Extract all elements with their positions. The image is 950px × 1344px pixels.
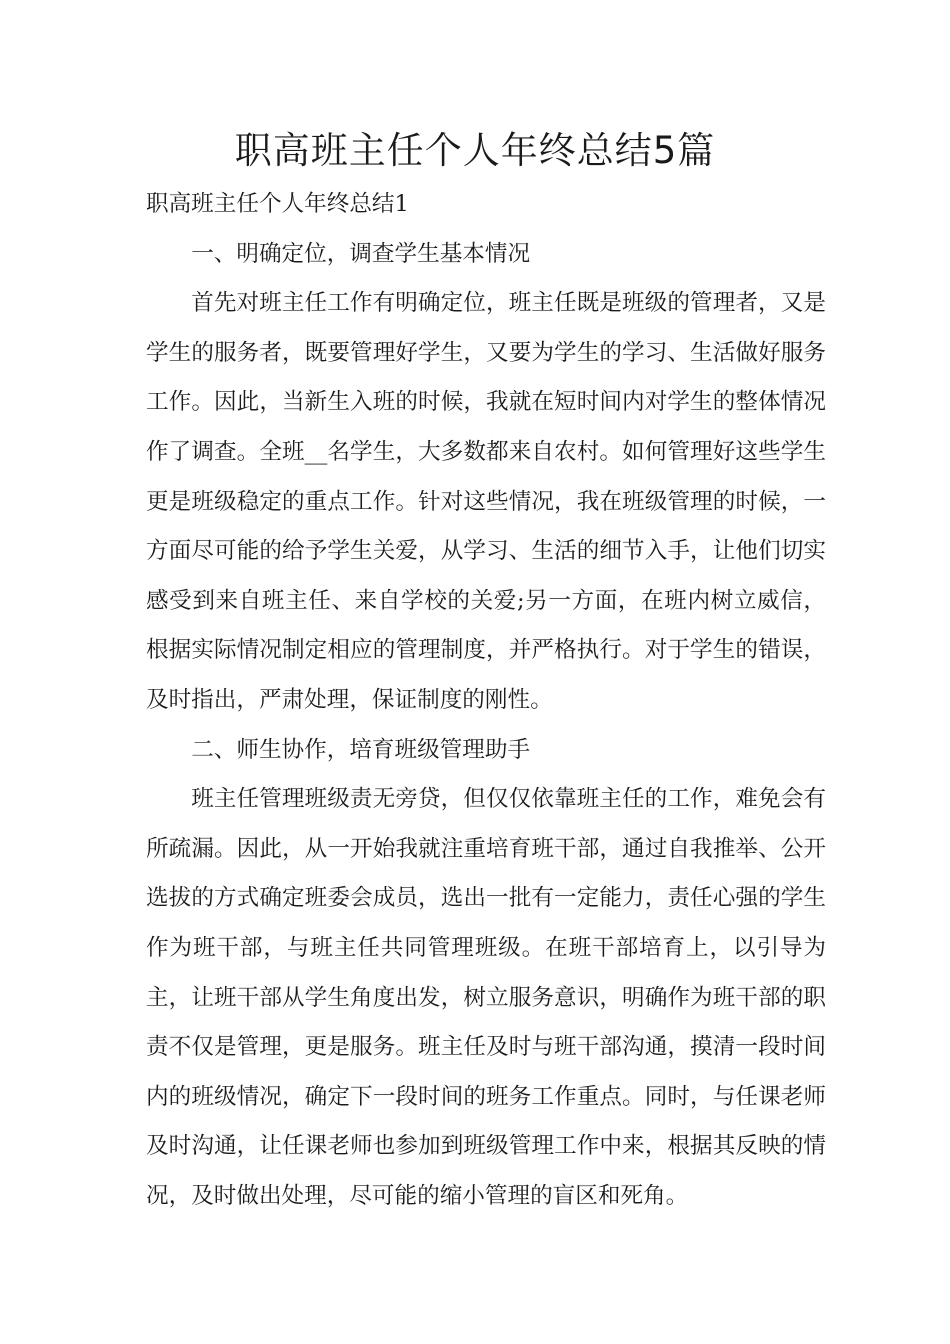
document-body xyxy=(146,180,826,1221)
document-title: 职高班主任个人年终总结5篇 xyxy=(234,129,716,172)
section-heading-2: 二、师生协作，培育班级管理助手 xyxy=(191,736,531,763)
paragraph-2: 班主任管理班级责无旁贷，但仅仅依靠班主任的工作，难免会有所疏漏。因此，从一开始我就注重培育班干部，通过自我推举、公开选拔的方式确定班委会成员，选出一批有一定能力，责任心强的学生作为班干部，与班主任共同管理班级。在班干部培育上，以引导为主，让班干部从学生角度出发，树立服务意识，明确作为班干部的职责不仅是管理，更是服务。班主任及时与班干部沟通，摸清一段时间内的班级情况，确定下一段时间的班务工作重点。同时，与任课老师及时沟通，让任课老师也参加到班级管理工作中来，根据其反映的情况，及时做出处理，尽可能的缩小管理的盲区和死角。 xyxy=(146,786,826,1209)
section-subtitle: 职高班主任个人年终总结1 xyxy=(146,191,409,217)
paragraph-1: 首先对班主任工作有明确定位，班主任既是班级的管理者，又是学生的服务者，既要管理好学生，又要为学生的学习、生活做好服务工作。因此，当新生入班的时候，我就在短时间内对学生的整体情况作了调查。全班__名学生，大多数都来自农村。如何管理好这些学生更是班级稳定的重点工作。针对这些情况，我在班级管理的时候，一方面尽可能的给予学生关爱，从学习、生活的细节入手，让他们切实感受到来自班主任、来自学校的关爱;另一方面，在班内树立威信，根据实际情况制定相应的管理制度，并严格执行。对于学生的错误，及时指出，严肃处理，保证制度的刚性。 xyxy=(146,290,826,713)
section-heading-1: 一、明确定位，调查学生基本情况 xyxy=(191,240,531,267)
